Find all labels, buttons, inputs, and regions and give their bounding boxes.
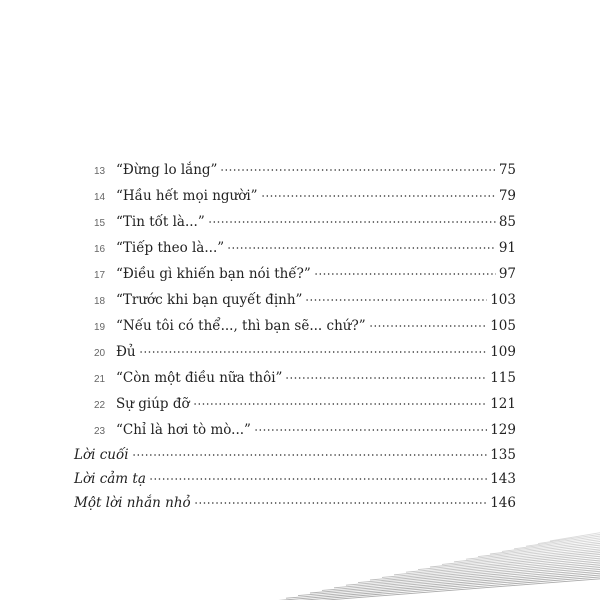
toc-entry-afterword (74, 445, 516, 463)
dot-leader (314, 267, 496, 281)
chapter-number: 13 (94, 166, 106, 177)
chapter-number: 15 (94, 218, 106, 229)
toc-entry-23 (94, 420, 516, 438)
dot-leader (208, 215, 496, 229)
toc-entry-13 (94, 160, 516, 178)
page-number: 121 (490, 396, 516, 412)
chapter-number: 20 (94, 348, 106, 359)
dot-leader (227, 241, 496, 255)
chapter-number: 18 (94, 296, 106, 307)
chapter-title: “Nếu tôi có thể..., thì bạn sẽ... chứ?” (116, 318, 366, 334)
dot-leader (254, 423, 487, 437)
dot-leader (220, 163, 495, 177)
chapter-title: Sự giúp đỡ (116, 396, 190, 412)
page-number: 105 (490, 318, 516, 334)
dot-leader (261, 189, 496, 203)
section-title: Lời cuối (74, 447, 129, 463)
toc-entry-acknowledgements (74, 469, 516, 487)
page-number: 75 (498, 162, 516, 178)
chapter-title: “Hầu hết mọi người” (116, 188, 258, 204)
chapter-title: Đủ (116, 344, 136, 360)
chapter-title: “Tin tốt là...” (116, 214, 205, 230)
toc-entry-small-note (74, 493, 516, 511)
dot-leader (369, 319, 488, 333)
section-title: Một lời nhắn nhỏ (74, 495, 191, 511)
chapter-number: 21 (94, 374, 106, 385)
chapter-number: 19 (94, 322, 106, 333)
toc-entry-20 (94, 342, 516, 360)
toc-entry-14 (94, 186, 516, 204)
dot-leader (149, 472, 487, 486)
dot-leader (139, 345, 488, 359)
page-number: 79 (498, 188, 516, 204)
toc-entry-21 (94, 368, 516, 386)
toc-entry-17 (94, 264, 516, 282)
chapter-number: 16 (94, 244, 106, 255)
chapter-title: “Tiếp theo là...” (116, 240, 225, 256)
chapter-title: “Chỉ là hơi tò mò...” (116, 422, 251, 438)
chapter-title: “Trước khi bạn quyết định” (116, 292, 303, 308)
chapter-title: “Còn một điều nữa thôi” (116, 370, 283, 386)
page-number: 91 (498, 240, 516, 256)
chapter-number: 22 (94, 400, 106, 411)
dot-leader (194, 496, 488, 510)
page-number: 85 (498, 214, 516, 230)
dot-leader (193, 397, 488, 411)
chapter-number: 23 (94, 426, 106, 437)
page-number: 109 (490, 344, 516, 360)
page-number: 115 (490, 370, 516, 386)
toc-entry-22 (94, 394, 516, 412)
page-number: 103 (490, 292, 516, 308)
dot-leader (132, 448, 488, 462)
page-number: 146 (490, 495, 516, 511)
page-number: 143 (490, 471, 516, 487)
toc-entry-18 (94, 290, 516, 308)
chapter-title: “Đừng lo lắng” (116, 162, 218, 178)
chapter-number: 14 (94, 192, 106, 203)
page-number: 97 (498, 266, 516, 282)
toc-entry-19 (94, 316, 516, 334)
page-number: 135 (490, 447, 516, 463)
chapter-number: 17 (94, 270, 106, 281)
toc-entry-15 (94, 212, 516, 230)
toc-entry-16 (94, 238, 516, 256)
page-number: 129 (490, 422, 516, 438)
chapter-title: “Điều gì khiến bạn nói thế?” (116, 266, 311, 282)
dot-leader (305, 293, 487, 307)
dot-leader (285, 371, 487, 385)
section-title: Lời cảm tạ (74, 471, 146, 487)
